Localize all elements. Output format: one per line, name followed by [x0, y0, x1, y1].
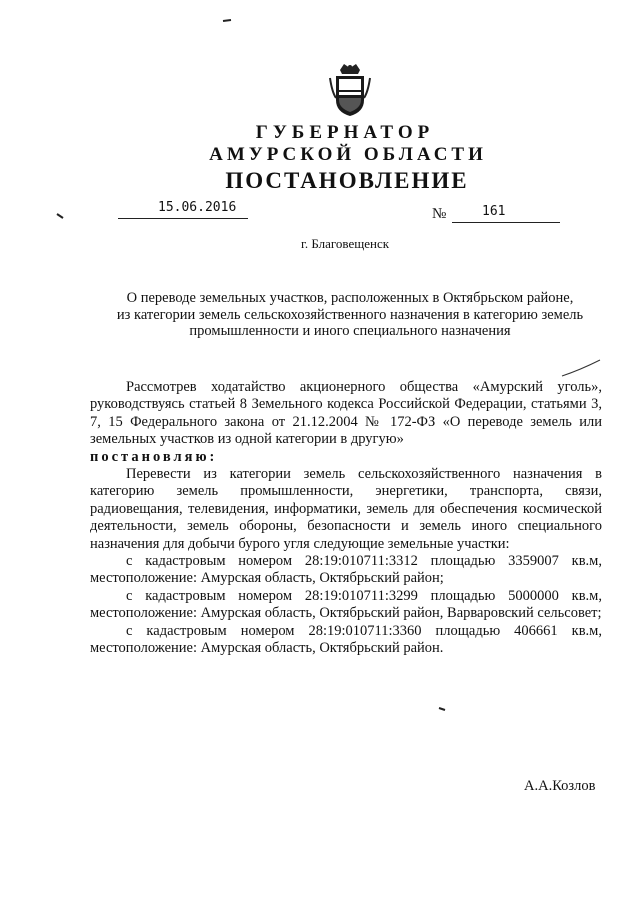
document-number: 161 [482, 204, 506, 219]
resolve-word: постановляю: [90, 448, 218, 465]
document-type-heading: ПОСТАНОВЛЕНИЕ [225, 168, 469, 193]
scan-speck-icon [56, 212, 64, 220]
number-sign: № [432, 206, 447, 222]
land-plot-item: с кадастровым номером 28:19:010711:3360 площадью 406661 кв.м, местоположение: Амурская область, Октябрьский район. [90, 622, 602, 657]
subject-line: промышленности и иного специального назначения [189, 323, 511, 339]
pen-mark-icon [560, 356, 604, 380]
issuing-city: г. Благовещенск [300, 236, 390, 251]
date-underline [118, 218, 248, 219]
subject-line: из категории земель сельскохозяйственного назначения в категорию земель [116, 306, 584, 323]
subject-line: О переводе земельных участков, расположенных в Октябрьском районе, [126, 290, 574, 306]
coat-of-arms-icon [328, 62, 372, 118]
signatory-name: А.А.Козлов [524, 778, 596, 794]
governor-heading: ГУБЕРНАТОР [255, 122, 435, 143]
scan-speck-icon [438, 706, 446, 712]
scan-speck-icon [222, 18, 232, 24]
main-paragraph: Перевести из категории земель сельскохозяйственного назначения в категорию земель промышленности, энергетики, транспорта, связи, радиовещания, телевидения, информатики, земель для обеспечения космической деятельности, земель обороны, безопасности и земель иного специального назначения для добычи бурого угля следующие земельные участки: [90, 466, 602, 552]
region-heading: АМУРСКОЙ ОБЛАСТИ [209, 144, 487, 165]
intro-paragraph: Рассмотрев ходатайство акционерного общества «Амурский уголь», руководствуясь статьей 8 Земельного кодекса Российской Федерации, статьями 3, 7, 15 Федерального закона от 21.12.2004 № 172-ФЗ «О переводе земель или земельных участков из одной категории в другую» [90, 379, 602, 448]
document-subject [90, 290, 610, 340]
land-plot-item: с кадастровым номером 28:19:010711:3312 площадью 3359007 кв.м, местоположение: Амурская область, Октябрьский район; [90, 553, 602, 587]
number-underline [452, 222, 560, 223]
document-date: 15.06.2016 [158, 200, 237, 215]
document-body [90, 379, 602, 658]
land-plot-item: с кадастровым номером 28:19:010711:3299 площадью 5000000 кв.м, местоположение: Амурская область, Октябрьский район, Варваровский сельсовет; [90, 587, 602, 622]
